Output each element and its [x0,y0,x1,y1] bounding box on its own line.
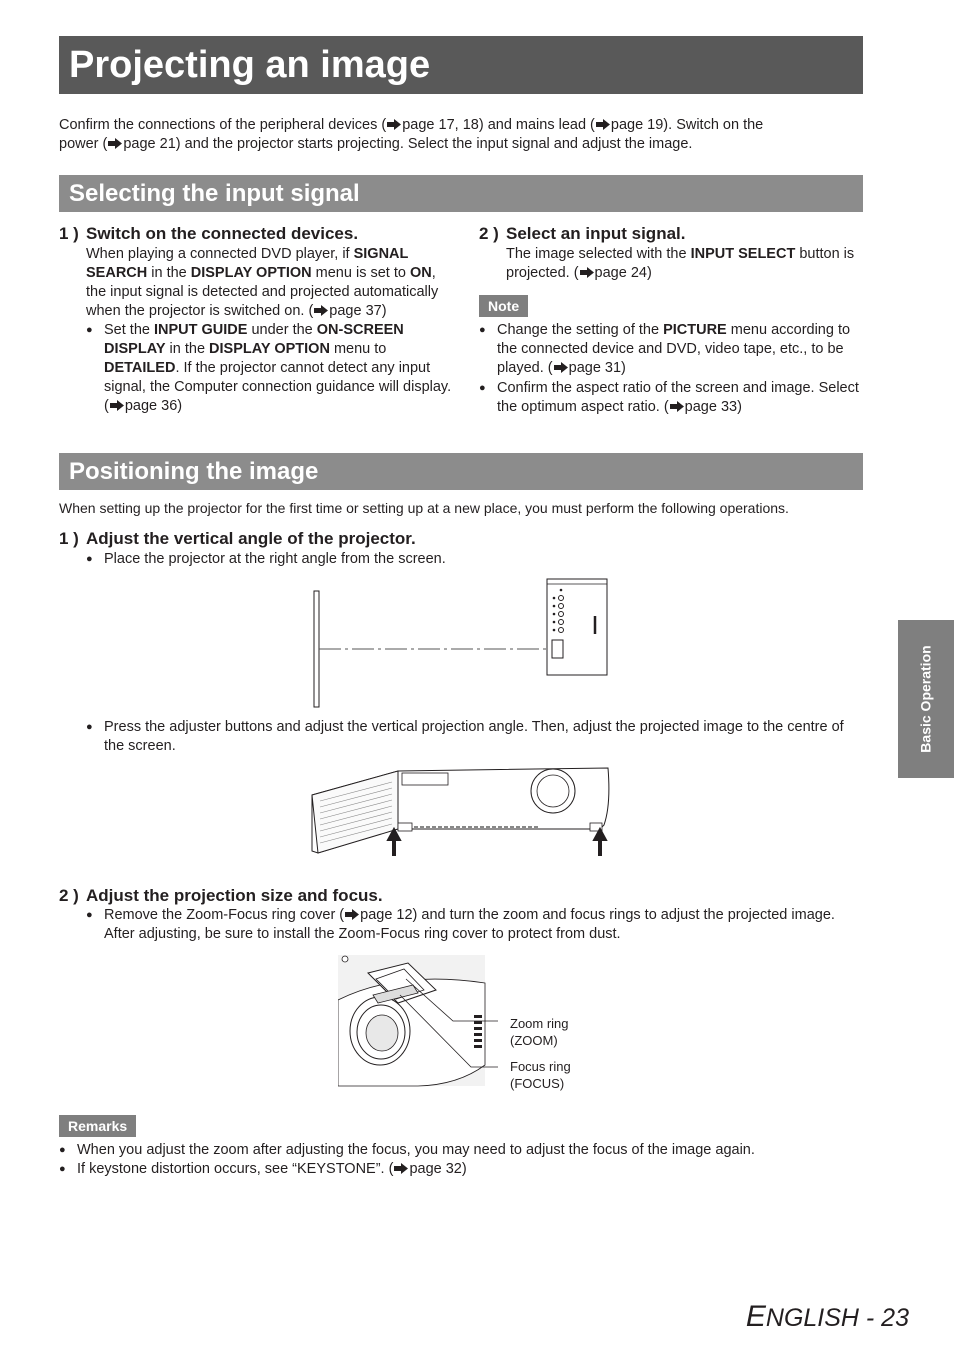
step-title: Adjust the projection size and focus. [86,886,383,905]
text: button is projected. ( [506,246,855,281]
text: under the [247,322,317,338]
menu-term: DISPLAY OPTION [209,341,330,357]
side-tab-basic-operation[interactable] [898,620,954,778]
text: The image selected with the [506,246,691,262]
note-label: Note [479,295,528,317]
zoom-focus-ring-illustration [338,955,498,1090]
text: Remove the Zoom-Focus ring cover ( [104,907,345,923]
list-item [479,321,863,378]
section-intro: When setting up the projector for the first time or setting up at a new place, you must perform the following operations. [59,500,789,516]
step-number: 1 ) [59,224,79,243]
remarks-box [59,1115,863,1179]
focus-ring-label [510,1058,571,1092]
step-body [59,550,863,569]
text: Change the setting of the [497,322,664,338]
text: menu according to the connected device and DVD, video tape, etc., to be played. ( [497,322,851,376]
arrow-up-icon [594,829,606,855]
step-heading [59,528,863,549]
arrow-right-icon [554,362,568,373]
intro-text: page 17, 18) and mains lead ( [402,117,595,133]
note-box [479,295,863,417]
intro-paragraph [59,116,859,154]
text: Set the [104,322,154,338]
menu-term: DETAILED [104,360,176,376]
arrow-right-icon [580,267,594,278]
section-heading-positioning: Positioning the image [59,453,863,490]
arrow-right-icon [345,909,359,920]
arrow-right-icon [596,119,610,130]
projector-adjuster-illustration [308,765,613,863]
list-item: ● Place the projector at the right angle from the screen. [86,550,863,569]
step-title: Switch on the connected devices. [86,224,359,243]
text: menu is set to [311,265,410,281]
text: page 12) and turn the zoom and focus rings to adjust the projected image. After adjusting, be sure to install the Zoom-Focus ring cover to protect from dust. [104,907,835,942]
projector-screen-alignment-illustration [300,576,620,711]
step-number: 1 ) [59,529,79,548]
step-heading [59,885,863,906]
step-body [59,906,863,944]
intro-text: power ( [59,136,108,152]
callout-text: (FOCUS) [510,1076,565,1091]
menu-term: ON-SCREEN DISPLAY [104,322,404,357]
page-ref: page 37) [329,303,387,319]
arrow-right-icon [670,401,684,412]
callout-text: (ZOOM) [510,1033,558,1048]
intro-text: Confirm the connections of the peripheral devices ( [59,117,387,133]
text: Confirm the aspect ratio of the screen and image. Select the optimum aspect ratio. ( [497,380,859,415]
page-ref: page 24) [594,265,652,281]
page-ref: page 31) [568,360,626,376]
menu-term: ON [409,265,432,281]
text: , the input signal is detected and projected automatically when the projector is switched on. ( [86,265,439,319]
text: . If the projector cannot detect any input signal, the Computer connection guidance will display. ( [104,360,452,414]
text: menu to [329,341,387,357]
arrow-right-icon [394,1163,408,1174]
intro-text: page 21) and the projector starts projecting. Select the input signal and adjust the image. [123,136,693,152]
menu-term: INPUT GUIDE [153,322,248,338]
text: in the [147,265,191,281]
list-item [479,379,863,417]
arrow-right-icon [387,119,401,130]
page-ref: page 36) [124,398,183,414]
step-select-input [479,223,863,417]
step-body [86,718,863,756]
callout-text: Focus ring [510,1059,571,1074]
section-heading-input-signal: Selecting the input signal [59,175,863,212]
step-body [479,245,863,283]
step-heading [59,223,454,244]
arrow-right-icon [110,400,124,411]
arrow-up-icon [388,829,400,855]
menu-term: DISPLAY OPTION [190,265,312,281]
page-ref: page 32) [409,1161,467,1177]
menu-term: INPUT SELECT [690,246,796,262]
arrow-right-icon [314,305,328,316]
list-item [86,906,863,944]
list-item [59,1160,863,1179]
zoom-ring-label [510,1015,569,1049]
page-footer [746,1302,909,1333]
step-number: 2 ) [479,224,499,243]
footer-text: NGLISH - 23 [765,1304,909,1332]
step-vertical-angle [59,528,863,569]
intro-text: page 19). Switch on the [610,117,764,133]
callout-text: Zoom ring [510,1016,569,1031]
step-switch-on [59,223,454,416]
step-size-focus [59,885,863,944]
list-item [86,321,454,416]
page-ref: page 33) [684,399,742,415]
step-title: Select an input signal. [506,224,686,243]
step-title: Adjust the vertical angle of the projector. [86,529,416,548]
list-item: ● When you adjust the zoom after adjusting the focus, you may need to adjust the focus of the image again. [59,1141,863,1160]
step-number: 2 ) [59,886,79,905]
remarks-label: Remarks [59,1115,136,1137]
arrow-right-icon [108,138,122,149]
list-item: ● Press the adjuster buttons and adjust the vertical projection angle. Then, adjust the projected image to the centre of the screen. [86,718,863,756]
menu-term: SIGNAL SEARCH [86,246,409,281]
text: in the [165,341,210,357]
side-tab-label: Basic Operation [917,645,934,753]
step-body [59,245,454,416]
menu-term: PICTURE [663,322,727,338]
page-title: Projecting an image [59,36,863,94]
footer-initial: E [745,1300,766,1333]
text: When playing a connected DVD player, if [86,246,354,262]
step-heading [479,223,863,244]
text: If keystone distortion occurs, see “KEYSTONE”. ( [77,1161,394,1177]
